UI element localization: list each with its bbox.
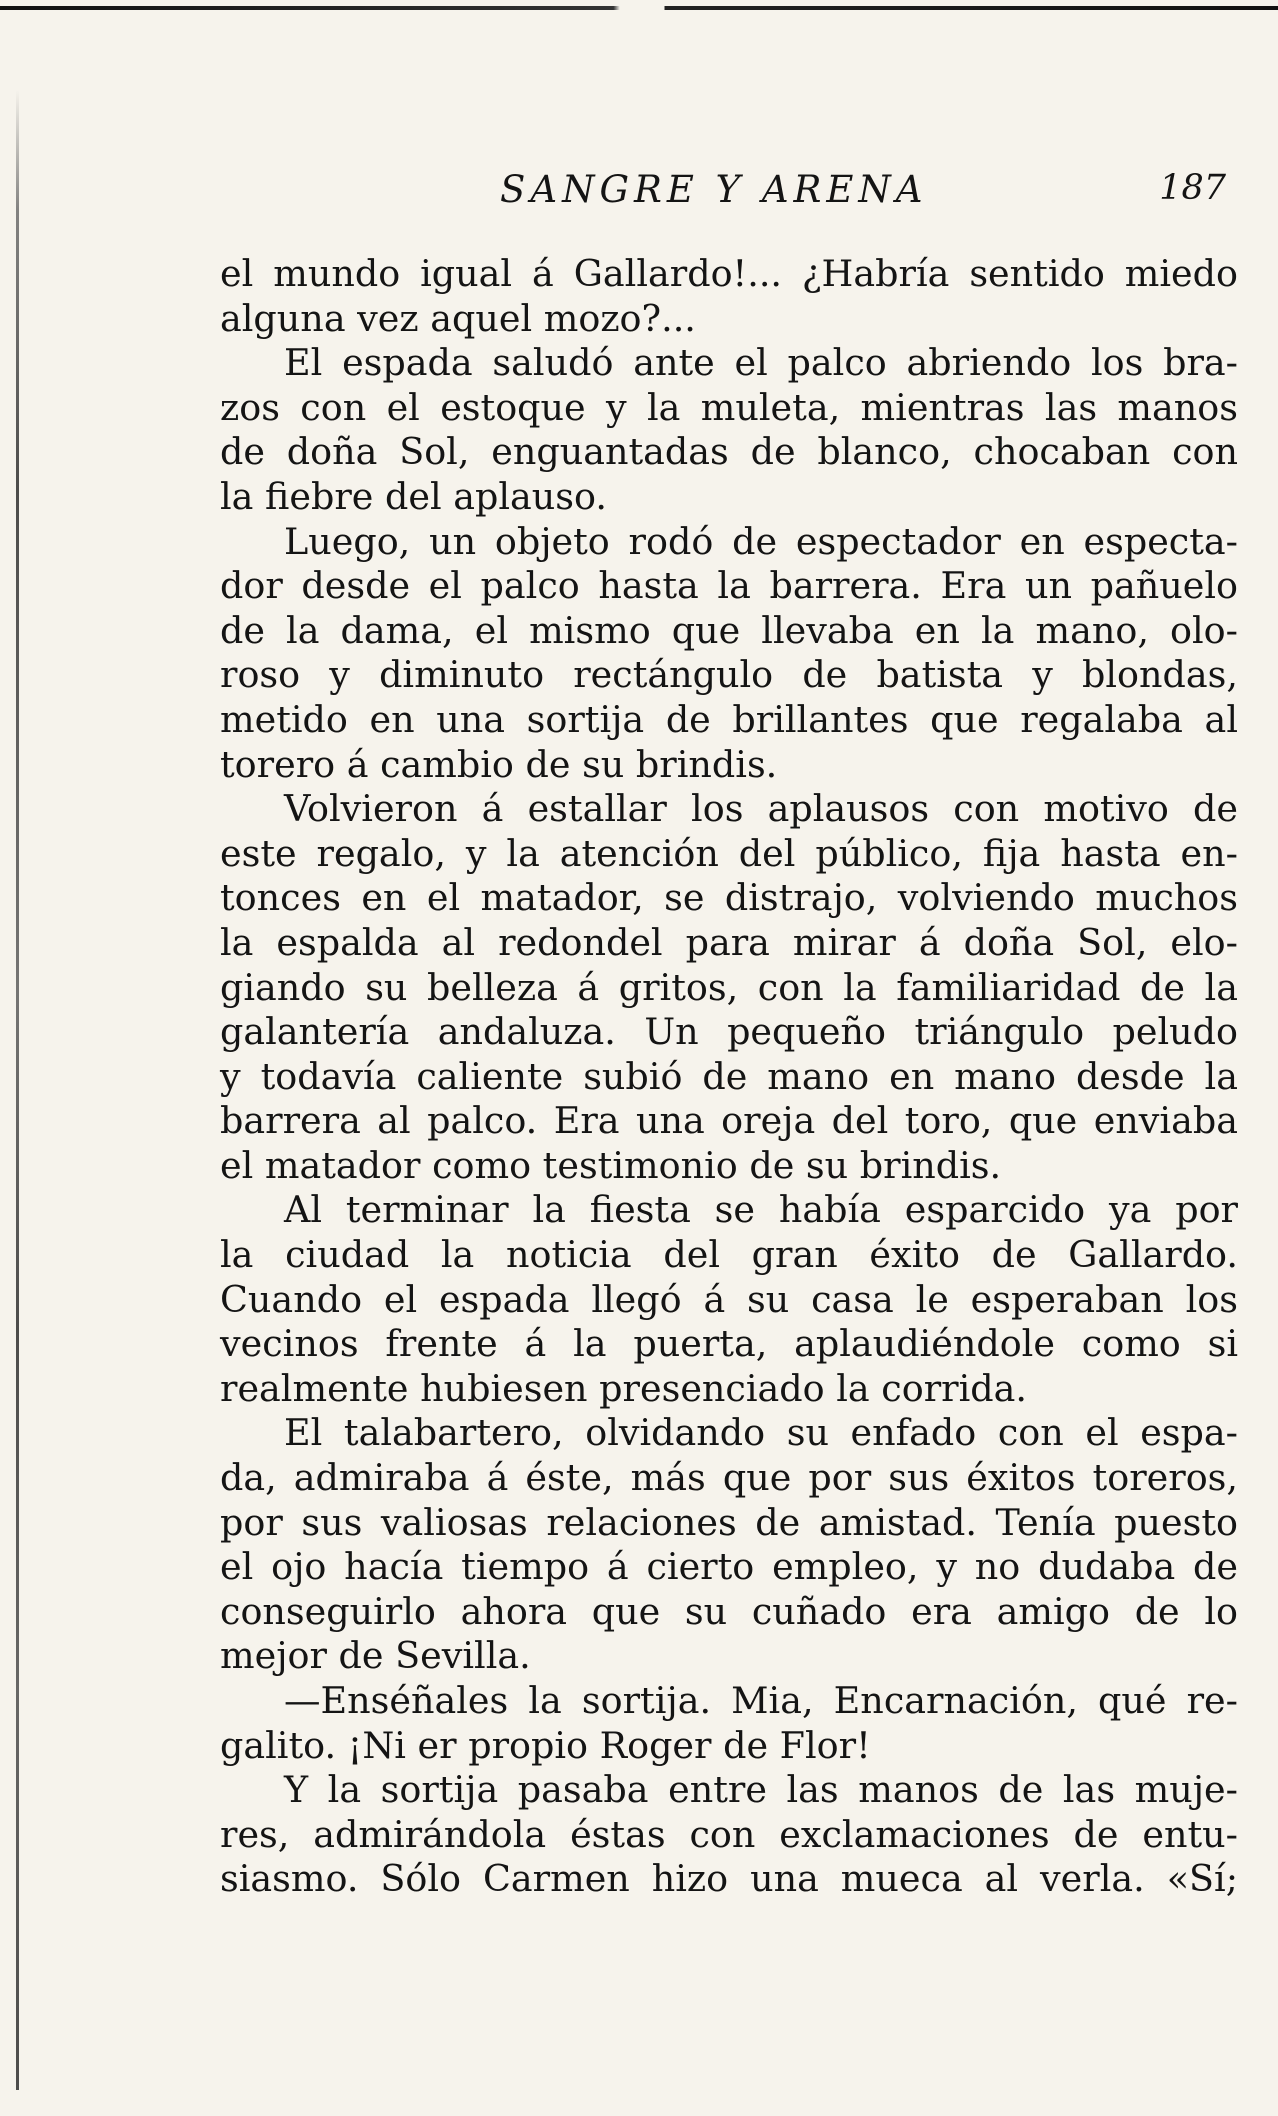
- body-text: [220, 252, 1238, 1902]
- text-line: El espada saludó ante el palco abriendo los bra-: [284, 341, 1238, 385]
- text-line: galantería andaluza. Un pequeño triángulo peludo: [220, 1010, 1238, 1054]
- text-line: vecinos frente á la puerta, aplaudiéndole como si: [220, 1322, 1238, 1366]
- text-line: siasmo. Sólo Carmen hizo una mueca al verla. «Sí;: [220, 1857, 1238, 1901]
- text-line: mejor de Sevilla.: [220, 1634, 531, 1678]
- text-line: alguna vez aquel mozo?...: [220, 296, 696, 340]
- text-line: Volvieron á estallar los aplausos con motivo de: [284, 787, 1238, 831]
- text-line: conseguirlo ahora que su cuñado era amigo de lo: [220, 1589, 1238, 1633]
- text-line: el ojo hacía tiempo á cierto empleo, y no dudaba de: [220, 1545, 1238, 1589]
- text-line: tonces en el matador, se distrajo, volviendo muchos: [220, 876, 1238, 920]
- text-line: da, admiraba á éste, más que por sus éxitos toreros,: [220, 1456, 1238, 1500]
- text-line: la espalda al redondel para mirar á doña Sol, elo-: [220, 920, 1238, 964]
- text-line: res, admirándola éstas con exclamaciones de entu-: [220, 1812, 1238, 1856]
- text-line: galito. ¡Ni er propio Roger de Flor!: [220, 1723, 871, 1767]
- text-line: metido en una sortija de brillantes que regalaba al: [220, 697, 1238, 741]
- text-line: la ciudad la noticia del gran éxito de Gallardo.: [220, 1233, 1238, 1277]
- text-line: realmente hubiesen presenciado la corrida.: [220, 1366, 1027, 1410]
- text-line: Y la sortija pasaba entre las manos de las muje-: [284, 1768, 1238, 1812]
- text-line: El talabartero, olvidando su enfado con el espa-: [284, 1411, 1238, 1455]
- text-line: —Enséñales la sortija. Mia, Encarnación, qué re-: [284, 1679, 1238, 1722]
- text-line: por sus valiosas relaciones de amistad. Tenía puesto: [220, 1500, 1238, 1544]
- text-line: dor desde el palco hasta la barrera. Era un pañuelo: [220, 564, 1238, 608]
- text-line: giando su belleza á gritos, con la familiaridad de la: [220, 965, 1238, 1009]
- text-line: barrera al palco. Era una oreja del toro, que enviaba: [220, 1099, 1238, 1143]
- text-line: el mundo igual á Gallardo!... ¿Habría sentido miedo: [220, 252, 1238, 295]
- page-header: [220, 168, 1238, 228]
- text-line: Cuando el espada llegó á su casa le esperaban los: [220, 1277, 1238, 1321]
- text-line: de doña Sol, enguantadas de blanco, chocaban con: [220, 430, 1238, 474]
- text-line: Al terminar la fiesta se había esparcido ya por: [284, 1188, 1238, 1232]
- text-line: el matador como testimonio de su brindis.: [220, 1143, 1002, 1187]
- text-line: este regalo, y la atención del público, fija hasta en-: [220, 831, 1238, 875]
- running-title: SANGRE Y ARENA: [500, 168, 928, 211]
- binding-edge: [16, 90, 19, 2090]
- text-line: Luego, un objeto rodó de espectador en especta-: [284, 519, 1238, 563]
- text-line: de la dama, el mismo que llevaba en la mano, olo-: [220, 608, 1238, 652]
- top-rule: [0, 6, 1278, 10]
- text-line: zos con el estoque y la muleta, mientras las manos: [220, 385, 1238, 429]
- text-line: la fiebre del aplauso.: [220, 474, 607, 518]
- text-line: roso y diminuto rectángulo de batista y blondas,: [220, 653, 1238, 697]
- page-number: 187: [1159, 168, 1226, 208]
- text-line: y todavía caliente subió de mano en mano desde la: [220, 1054, 1238, 1098]
- text-line: torero á cambio de su brindis.: [220, 742, 778, 786]
